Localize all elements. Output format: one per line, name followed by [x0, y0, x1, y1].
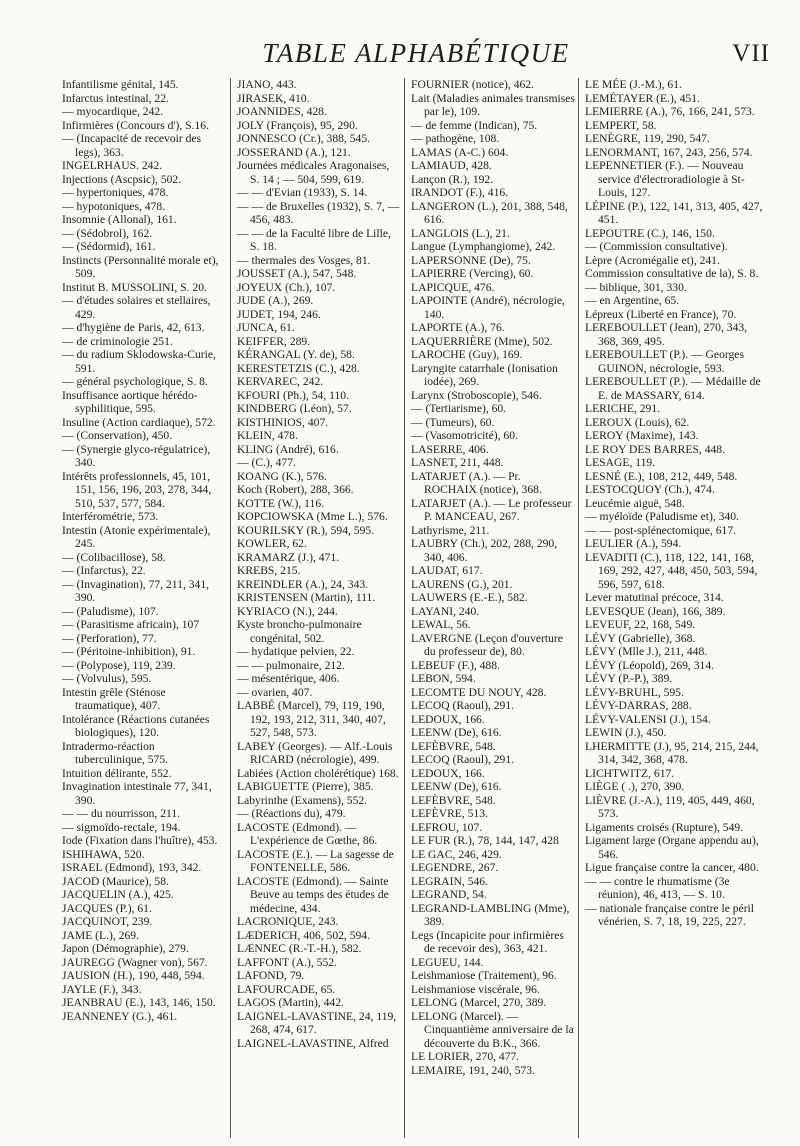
index-entry: LEREBOULLET (Jean), 270, 343, 368, 369, 495. [585, 321, 748, 348]
index-entry: — d'hygiène de Paris, 42, 613. [62, 321, 205, 334]
index-entry: — biblique, 301, 330. [585, 280, 687, 294]
index-entry: — nationale française contre le péril vénérien, S. 7, 18, 19, 225, 227. [585, 901, 754, 928]
index-entry: LÉVY-BRUHL, 595. [585, 685, 684, 699]
index-entry: LELONG (Marcel, 270, 389. [411, 996, 547, 1009]
index-entry: Institut B. MUSSOLINI, S. 20. [62, 280, 207, 294]
index-entry: LEROY (Maxime), 143. [585, 429, 699, 442]
index-entry: LABEY (Georges). — Alf.-Louis RICARD (nécrologie), 499. [237, 739, 393, 766]
index-entry: — (Synergie glyco-régulatrice), 340. [62, 442, 211, 469]
index-column-2 [230, 78, 404, 1138]
index-entry: Injections (Ascpsic), 502. [62, 172, 182, 186]
index-entry: Laryngite catarrhale (Ionisation iodée), 269. [411, 361, 558, 388]
index-entry: — — d'Evian (1933), S. 14. [237, 186, 368, 199]
index-entry: — — post-splénectomique, 617. [585, 523, 737, 537]
index-entry: — (Commission consultative). [585, 240, 728, 253]
index-entry: LACRONIQUE, 243. [237, 915, 339, 928]
index-entry: — (Vasomotricité), 60. [411, 429, 518, 442]
index-entry: — sigmoïdo-rectale, 194. [62, 820, 181, 834]
index-entry: LEENW (De), 616. [411, 780, 502, 793]
index-entry: Legs (Incapicite pour infirmières de recevoir des), 363, 421. [411, 928, 564, 955]
index-entry: LAUDAT, 617. [411, 564, 483, 577]
index-entry: — thermales des Vosges, 81. [237, 253, 371, 267]
index-entry: LÉVY (Léopold), 269, 314. [585, 658, 715, 672]
index-entry: KREBS, 215. [237, 564, 301, 577]
index-entry: LEGRAND, 54. [411, 888, 487, 901]
index-entry: LEREBOULLET (P.). — Georges GUINON, nécrologie, 593. [585, 348, 744, 375]
index-entry: Intestin (Atonie expérimentale), 245. [62, 523, 211, 550]
index-entry: LECOQ (Raoul), 291. [411, 699, 515, 712]
index-entry: LEFROU, 107. [411, 820, 483, 834]
index-entry: — de criminologie 251. [62, 334, 173, 348]
page-header [62, 38, 770, 78]
index-entry: KRISTENSEN (Martin), 111. [237, 591, 376, 604]
index-entry: LABBÉ (Marcel), 79, 119, 190, 192, 193, 212, 311, 340, 407, 527, 548, 573. [237, 699, 386, 739]
index-entry: Instincts (Personnalité morale et), 509. [62, 253, 219, 280]
index-entry: JUNCA, 61. [237, 321, 295, 334]
index-entry: — (Invagination), 77, 211, 341, 390. [62, 577, 210, 604]
index-entry: ISHIHAWA, 520. [62, 847, 145, 861]
index-entry: Ligament large (Organe appendu au), 546. [585, 834, 759, 861]
index-column-4 [578, 78, 770, 1138]
index-entry: — (Péritoine-inhibition), 91. [62, 645, 196, 658]
index-entry: LE LORIER, 270, 477. [411, 1050, 520, 1063]
index-entry: — (Paludisme), 107. [62, 604, 159, 618]
index-entry: LAFOND, 79. [237, 969, 305, 982]
index-entry: LEFÈBVRE, 548. [411, 739, 496, 753]
index-entry: — pathogène, 108. [411, 132, 500, 145]
index-entry: LATARJET (A.). — Pr. ROCHAIX (notice), 368. [411, 469, 542, 496]
index-entry: JAME (L.), 269. [62, 928, 139, 942]
index-entry: LE MÉE (J.-M.), 61. [585, 78, 682, 91]
index-entry: LEBEUF (F.), 488. [411, 658, 500, 672]
index-entry: — en Argentine, 65. [585, 294, 680, 307]
index-entry: LÉVY (Gabrielle), 368. [585, 631, 696, 645]
index-entry: LAUWERS (E.-E.), 582. [411, 591, 528, 604]
index-entry: LÉVY-DARRAS, 288. [585, 699, 692, 712]
page-number: VII [732, 40, 770, 67]
index-entry: LEPOUTRE (C.), 146, 150. [585, 226, 715, 240]
index-entry: Insuffisance aortique hérédo-syphilitique, 595. [62, 388, 198, 415]
index-entry: LEBON, 594. [411, 672, 476, 685]
index-entry: KRAMARZ (J.), 471. [237, 550, 340, 564]
index-entry: KOURILSKY (R.), 594, 595. [237, 523, 375, 537]
index-entry: — — de la Faculté libre de Lille, S. 18. [237, 226, 391, 253]
index-column-1 [62, 78, 230, 1138]
index-entry: Lépreux (Liberté en France), 70. [585, 307, 737, 321]
index-entry: LANGLOIS (L.), 21. [411, 226, 510, 240]
index-entry: JIANO, 443. [237, 78, 297, 91]
index-entry: Iode (Fixation dans l'huître), 453. [62, 834, 218, 847]
index-entry: Interférométrie, 573. [62, 510, 159, 523]
index-entry: JUDE (A.), 269. [237, 294, 314, 307]
index-entry: — myéloïde (Paludisme et), 340. [585, 510, 739, 523]
index-entry: JOSSERAND (A.), 121. [237, 145, 351, 159]
index-entry: — (Incapacité de recevoir des legs), 363. [62, 132, 202, 159]
index-entry: Insomnie (Allonal), 161. [62, 213, 177, 226]
index-entry: LEVADITI (C.), 118, 122, 141, 168, 169, 292, 427, 448, 450, 503, 594, 596, 597, 618. [585, 550, 758, 591]
index-entry: LEVEUF, 22, 168, 549. [585, 618, 696, 631]
index-entry: LAGOS (Martin), 442. [237, 996, 344, 1009]
index-entry: LÉVY-VALENSI (J.), 154. [585, 712, 711, 726]
index-entry: — myocardique, 242. [62, 105, 164, 118]
index-entry: LEGUEU, 144. [411, 955, 484, 969]
index-entry: Ligue française contre la cancer, 480. [585, 861, 759, 874]
index-entry: LAUBRY (Ch.), 202, 288, 290, 340, 406. [411, 537, 558, 564]
index-entry: LAMIAUD, 428. [411, 159, 492, 172]
index-entry: LERICHE, 291. [585, 402, 661, 415]
index-entry: LEGENDRE, 267. [411, 861, 499, 874]
index-entry: LAFOURCADE, 65. [237, 982, 336, 996]
index-entry: INGELRHAUS. 242. [62, 159, 163, 172]
index-entry: LEREBOULLET (P.). — Médaille de E. de MASSARY, 614. [585, 375, 761, 402]
index-entry: KYRIACO (N.), 244. [237, 604, 338, 618]
index-entry: Lèpre (Acromégalie et), 241. [585, 253, 720, 267]
index-entry: LEGRAIN, 546. [411, 874, 488, 888]
index-entry: LEMIERRE (A.), 76, 166, 241, 573. [585, 105, 755, 118]
index-entry: LAQUERRIÈRE (Mme), 502. [411, 334, 553, 348]
index-entry: LELONG (Marcel). — Cinquantième anniversaire de la découverte du B.K., 366. [411, 1009, 574, 1050]
index-entry: LESTOCQUOY (Ch.), 474. [585, 483, 715, 496]
index-entry: — (Polypose), 119, 239. [62, 658, 176, 672]
index-entry: LE FUR (R.), 78, 144, 147, 428 [411, 834, 559, 847]
index-entry: JAUSION (H.), 190, 448, 594. [62, 969, 205, 982]
index-entry: JIRASEK, 410. [237, 91, 310, 105]
index-entry: LIÈVRE (J.-A.), 119, 405, 449, 460, 573. [585, 793, 755, 820]
index-entry: KOTTE (W.), 116. [237, 496, 325, 510]
index-entry: LEULIER (A.), 594. [585, 537, 682, 550]
index-entry: JEANNENEY (G.), 461. [62, 1009, 178, 1023]
index-entry: ISRAEL (Edmond), 193, 342. [62, 861, 202, 874]
index-entry: — (Sédormid), 161. [62, 240, 156, 253]
index-entry: LENÈGRE, 119, 290, 547. [585, 132, 710, 145]
index-entry: LEFÈBVRE, 548. [411, 793, 496, 807]
index-entry: IRANDOT (F.), 416. [411, 186, 509, 199]
index-entry: KLEIN, 478. [237, 429, 298, 442]
index-entry: — (Tertiarisme), 60. [411, 402, 507, 415]
index-entry: Intolérance (Réactions cutanées biologiques), 120. [62, 712, 210, 739]
index-entry: — — du nourrisson, 211. [62, 807, 181, 820]
index-entry: Commission consultative de la), S. 8. [585, 267, 759, 280]
index-entry: KERVAREC, 242. [237, 375, 324, 388]
index-entry: JOUSSET (A.), 547, 548. [237, 267, 357, 280]
index-entry: Intradermo-réaction tuberculinique, 575. [62, 739, 169, 766]
index-entry: LÉPINE (P.), 122, 141, 313, 405, 427, 451. [585, 199, 763, 226]
index-entry: LEDOUX, 166. [411, 712, 485, 726]
index-entry: Invagination intestinale 77, 341, 390. [62, 780, 212, 807]
index-entry: JOYEUX (Ch.), 107. [237, 280, 336, 294]
index-entry: — hydatique pelvien, 22. [237, 645, 355, 658]
index-entry: JOLY (François), 95, 290. [237, 118, 358, 132]
index-entry: LAPERSONNE (De), 75. [411, 253, 531, 267]
index-entry: KLING (André), 616. [237, 442, 339, 456]
index-entry: LACOSTE (E.). — La sagesse de FONTENELLE, 586. [237, 847, 394, 874]
index-entry: Infarctus intestinal, 22. [62, 91, 169, 105]
index-entry: — du radium Sklodowska-Curie, 591. [62, 348, 216, 375]
index-entry: — (Sédobrol), 162. [62, 226, 153, 240]
index-entry: LATARJET (A.). — Le professeur P. MANCEAU, 267. [411, 496, 572, 523]
index-entry: LECOQ (Raoul), 291. [411, 753, 515, 766]
index-entry: LAPICQUE, 476. [411, 280, 495, 294]
index-entry: LANGERON (L.), 201, 388, 548, 616. [411, 199, 568, 226]
index-entry: KINDBERG (Léon), 57. [237, 402, 352, 415]
index-entry: LICHTWITZ, 617. [585, 766, 675, 780]
index-entry: — (Tumeurs), 60. [411, 415, 495, 429]
index-entry: Infirmières (Concours d'), S.16. [62, 118, 209, 132]
index-entry: FOURNIER (notice), 462. [411, 78, 535, 91]
index-entry: Insuline (Action cardiaque), 572. [62, 415, 216, 429]
index-entry: LESNÉ (E.), 108, 212, 449, 548. [585, 469, 738, 483]
index-entry: Journées médicales Aragonaises, S. 14 ; — 504, 599, 619. [237, 159, 390, 186]
index-entry: Labyrinthe (Examens), 552. [237, 793, 368, 807]
index-entry: JOANNIDES, 428. [237, 105, 327, 118]
index-entry: Kyste broncho-pulmonaire congénital, 502. [237, 618, 362, 645]
index-entry: — (Colibacillose), 58. [62, 550, 166, 564]
index-entry: — d'études solaires et stellaires, 429. [62, 294, 211, 321]
index-entry: JACQUELIN (A.), 425. [62, 888, 174, 901]
index-entry: LESAGE, 119. [585, 456, 656, 469]
index-entry: — (Conservation), 450. [62, 429, 173, 442]
index-entry: LÉVY (P.-P.), 389. [585, 672, 673, 685]
index-entry: KEIFFER, 289. [237, 334, 311, 348]
index-entry: JACQUINOT, 239. [62, 915, 153, 928]
index-entry: LAPORTE (A.), 76. [411, 321, 505, 334]
index-entry: LAYANI, 240. [411, 604, 480, 618]
index-entry: LAFFONT (A.), 552. [237, 955, 337, 969]
index-entry: Leishmaniose viscérale, 96. [411, 982, 540, 996]
index-column-3 [404, 78, 578, 1138]
index-entry: LABIGUETTE (Pierre), 385. [237, 780, 374, 793]
index-columns [62, 78, 770, 1138]
index-entry: LEMAIRE, 191, 240, 573. [411, 1063, 535, 1077]
index-entry: — (Volvulus), 595. [62, 672, 152, 685]
index-entry: KFOURI (Ph.), 54, 110. [237, 388, 349, 402]
index-entry: Leucémie aiguë, 548. [585, 496, 685, 510]
index-entry: JAYLE (F.), 343. [62, 982, 142, 996]
index-entry: — (C.), 477. [237, 456, 296, 469]
index-entry: LASNET, 211, 448. [411, 456, 504, 469]
index-entry: KISTHINIOS, 407. [237, 415, 329, 429]
index-entry: KOWLER, 62. [237, 537, 307, 550]
index-entry: — hypertoniques, 478. [62, 186, 169, 199]
index-entry: — (Perforation), 77. [62, 631, 157, 645]
index-entry: Intuition délirante, 552. [62, 766, 172, 780]
index-entry: LEGRAND-LAMBLING (Mme), 389. [411, 901, 570, 928]
index-entry: — — de Bruxelles (1932), S. 7, — 456, 483. [237, 199, 400, 226]
index-entry: LAPOINTE (André), nécrologie, 140. [411, 294, 565, 321]
index-entry: — (Parasitisme africain), 107 [62, 618, 200, 631]
index-entry: Intestin grêle (Sténose traumatique), 407. [62, 685, 166, 712]
index-entry: Lever matutinal précoce, 314. [585, 591, 724, 604]
index-entry: — (Réactions du), 479. [237, 807, 346, 820]
page-title: TABLE ALPHABÉTIQUE [262, 38, 570, 68]
index-entry: Japon (Démographie), 279. [62, 942, 189, 955]
index-entry: KERESTETZIS (C.), 428. [237, 361, 360, 375]
index-entry: — (Infarctus), 22. [62, 564, 146, 577]
index-entry: LEMPERT, 58. [585, 118, 657, 132]
index-entry: — — contre le rhumatisme (3e réunion), 46, 413, — S. 10. [585, 874, 730, 901]
index-entry: LACOSTE (Edmond). — L'expérience de Gœthe, 86. [237, 820, 378, 847]
index-entry: Ligaments croisés (Rupture), 549. [585, 820, 744, 834]
index-entry: — de femme (Indican), 75. [411, 118, 538, 132]
index-entry: LAURENS (G.), 201. [411, 577, 513, 591]
index-entry: LEMÉTAYER (E.), 451. [585, 91, 700, 105]
index-entry: LAPIERRE (Vercing), 60. [411, 267, 534, 280]
index-entry: LÆNNEC (R.-T.-H.), 582. [237, 942, 362, 955]
index-entry: Lançon (R.), 192. [411, 172, 494, 186]
index-entry: KOPCIOWSKA (Mme L.), 576. [237, 510, 388, 523]
index-entry: LASERRE, 406. [411, 442, 489, 456]
index-entry: Lait (Maladies animales transmises par le), 109. [411, 91, 575, 118]
index-entry: LEWAL, 56. [411, 618, 471, 631]
index-entry: LAMAS (A-C.) 604. [411, 145, 509, 159]
index-entry: LEWIN (J.), 450. [585, 726, 667, 739]
index-entry: Lathyrisme, 211. [411, 523, 490, 537]
index-entry: LAVERGNE (Leçon d'ouverture du professeur de), 80. [411, 631, 563, 658]
index-entry: LENORMANT, 167, 243, 256, 574. [585, 145, 753, 159]
index-entry: LECOMTE DU NOUY, 428. [411, 685, 547, 699]
index-entry: JAUREGG (Wagner von), 567. [62, 955, 208, 969]
index-entry: KREINDLER (A.), 24, 343. [237, 577, 369, 591]
index-entry: Infantilisme génital, 145. [62, 78, 179, 91]
index-entry: KOANG (K.), 576. [237, 469, 327, 483]
index-entry: Intérêts professionnels, 45, 101, 151, 156, 196, 203, 278, 344, 510, 537, 577, 584. [62, 469, 212, 510]
index-entry: LHERMITTE (J.), 95, 214, 215, 244, 314, 342, 368, 478. [585, 739, 759, 766]
index-entry: LE ROY DES BARRES, 448. [585, 442, 725, 456]
index-entry: LAROCHE (Guy), 169. [411, 348, 523, 361]
index-entry: LAIGNEL-LAVASTINE, 24, 119, 268, 474, 617. [237, 1009, 397, 1036]
index-entry: Leishmaniose (Traitement), 96. [411, 969, 557, 982]
index-entry: KÉRANGAL (Y. de), 58. [237, 348, 355, 361]
index-entry: LEVESQUE (Jean), 166, 389. [585, 604, 726, 618]
index-entry: LEPENNETIER (F.). — Nouveau service d'électroradiologie à St-Louis, 127. [585, 159, 745, 199]
index-entry: LÆDERICH, 406, 502, 594. [237, 928, 371, 942]
index-entry: LEFÈVRE, 513. [411, 807, 488, 820]
index-entry: — — pulmonaire, 212. [237, 658, 345, 672]
index-entry: Langue (Lymphangiome), 242. [411, 240, 556, 253]
index-entry: — ovarien, 407. [237, 685, 313, 699]
index-entry: — mésentérique, 406. [237, 672, 340, 685]
index-entry: LEENW (De), 616. [411, 726, 502, 739]
index-entry: JUDET, 194, 246. [237, 307, 321, 321]
index-entry: Koch (Robert), 288, 366. [237, 483, 354, 496]
index-entry: JACQUES (P.), 61. [62, 901, 152, 915]
index-entry: Labiées (Action cholérétique) 168. [237, 766, 399, 780]
index-entry: LAIGNEL-LAVASTINE, Alfred [237, 1036, 389, 1050]
index-entry: — hypotoniques, 478. [62, 199, 166, 213]
index-entry: LIÈGE ( .), 270, 390. [585, 780, 685, 793]
index-entry: LEDOUX, 166. [411, 766, 485, 780]
index-entry: JEANBRAU (E.), 143, 146, 150. [62, 996, 216, 1009]
index-entry: — général psychologique, S. 8. [62, 375, 208, 388]
index-entry: Larynx (Stroboscopie), 546. [411, 388, 542, 402]
index-entry: JACOD (Maurice), 58. [62, 874, 169, 888]
index-entry: JONNESCO (Cr.), 388, 545. [237, 132, 371, 145]
index-entry: LE GAC, 246, 429. [411, 847, 502, 861]
index-entry: LEROUX (Louis), 62. [585, 415, 690, 429]
index-entry: LÉVY (Mlle J.), 211, 448. [585, 645, 708, 658]
index-entry: LACOSTE (Edmond). — Sainte Beuve au temps des études de médecine, 434. [237, 874, 389, 915]
